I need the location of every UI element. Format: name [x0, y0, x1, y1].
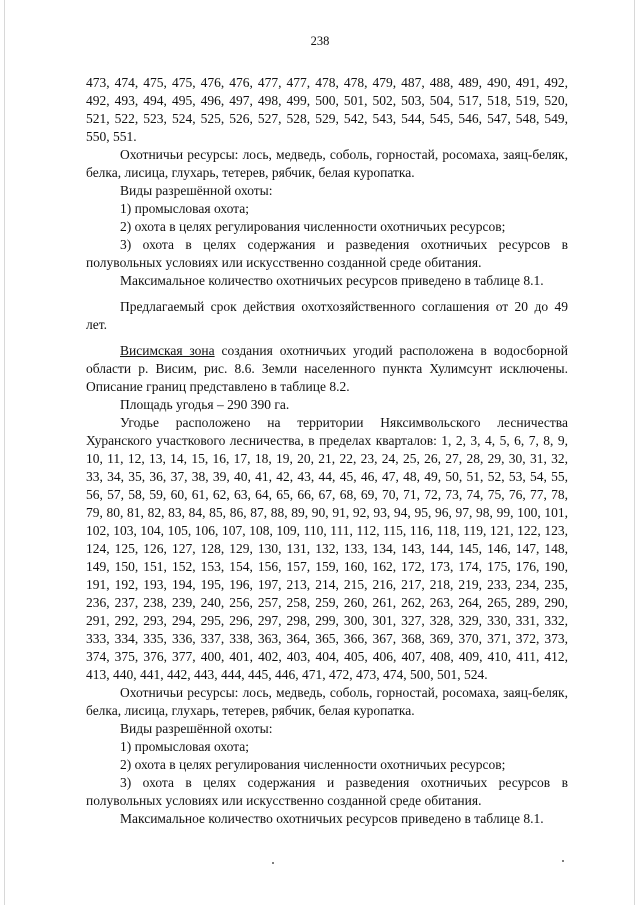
scan-edge-left: [4, 0, 5, 905]
zone-paragraph: [86, 342, 568, 396]
hunting-type-item: 3) охота в целях содержания и разведения охотничьих ресурсов в полувольных условиях или искусственно созданной среде обитания.: [86, 237, 568, 270]
quarters-location: Угодье расположено на территории Няксимвольского лесничества Хуранского участкового лесничества, в пределах кварталов: 1, 2, 3, 4, 5, 6, 7, 8, 9, 10, 11, 12, 13, 14, 15, 16, 17, 18, 19, 20, 21, 22, 23, 24, 25, 26, 27, 28, 29, 30, 31, 32, 33, 34, 35, 36, 37, 38, 39, 40, 41, 42, 43, 44, 45, 46, 47, 48, 49, 50, 51, 52, 53, 54, 55, 56, 57, 58, 59, 60, 61, 62, 63, 64, 65, 66, 67, 68, 69, 70, 71, 72, 73, 74, 75, 76, 77, 78, 79, 80, 81, 82, 83, 84, 85, 86, 87, 88, 89, 90, 91, 92, 93, 94, 95, 96, 97, 98, 99, 100, 101, 102, 103, 104, 105, 106, 107, 108, 109, 110, 111, 112, 115, 116, 118, 119, 121, 122, 123, 124, 125, 126, 127, 128, 129, 130, 131, 132, 133, 134, 143, 144, 145, 146, 147, 148, 149, 150, 151, 152, 153, 154, 156, 157, 159, 160, 162, 172, 173, 174, 175, 176, 190, 191, 192, 193, 194, 195, 196, 197, 213, 214, 215, 216, 217, 218, 219, 233, 234, 235, 236, 237, 238, 239, 240, 256, 257, 258, 259, 260, 261, 262, 263, 264, 265, 289, 290, 291, 292, 293, 294, 295, 296, 297, 298, 299, 300, 301, 327, 328, 329, 330, 331, 332, 333, 334, 335, 336, 337, 338, 363, 364, 365, 366, 367, 368, 369, 370, 371, 372, 373, 374, 375, 376, 377, 400, 401, 402, 403, 404, 405, 406, 407, 408, 409, 410, 411, 412, 413, 440, 441, 442, 443, 444, 445, 446, 471, 472, 473, 474, 500, 501, 524.: [86, 415, 568, 682]
scan-speck: [562, 860, 564, 862]
agreement-term: Предлагаемый срок действия охотхозяйственного соглашения от 20 до 49 лет.: [86, 299, 568, 332]
zone-name: Висимская зона: [120, 343, 215, 358]
area: Площадь угодья – 290 390 га.: [120, 397, 290, 412]
max-resources-note: Максимальное количество охотничьих ресурсов приведено в таблице 8.1.: [120, 273, 544, 288]
hunting-type-item: 1) промысловая охота;: [120, 201, 249, 216]
document-body: [86, 74, 568, 828]
hunting-resources: Охотничьи ресурсы: лось, медведь, соболь, горностай, росомаха, заяц-беляк, белка, лисица, глухарь, тетерев, рябчик, белая куропатка.: [86, 685, 568, 718]
quarters-list-continued: 473, 474, 475, 475, 476, 476, 477, 477, 478, 478, 479, 487, 488, 489, 490, 491, 492, 492, 493, 494, 495, 496, 497, 498, 499, 500, 501, 502, 503, 504, 517, 518, 519, 520, 521, 522, 523, 524, 525, 526, 527, 528, 529, 542, 543, 544, 545, 546, 547, 548, 549, 550, 551.: [86, 75, 568, 144]
hunting-type-item: 2) охота в целях регулирования численности охотничьих ресурсов;: [120, 757, 506, 772]
scan-edge-right: [634, 0, 635, 905]
scan-speck: [272, 862, 274, 864]
max-resources-note: Максимальное количество охотничьих ресурсов приведено в таблице 8.1.: [120, 811, 544, 826]
page-number: 238: [310, 34, 330, 48]
hunting-type-item: 2) охота в целях регулирования численности охотничьих ресурсов;: [120, 219, 506, 234]
hunting-resources: Охотничьи ресурсы: лось, медведь, соболь, горностай, росомаха, заяц-беляк, белка, лисица, глухарь, тетерев, рябчик, белая куропатка.: [86, 147, 568, 180]
zone-description: создания охотничьих угодий расположена в водосборной области р. Висим, рис. 8.6. Земли населенного пункта Хулимсунт исключены. Описание границ представлено в таблице 8.2.: [86, 343, 568, 394]
hunting-type-item: 1) промысловая охота;: [120, 739, 249, 754]
hunting-types-title: Виды разрешённой охоты:: [120, 721, 273, 736]
hunting-type-item: 3) охота в целях содержания и разведения охотничьих ресурсов в полувольных условиях или искусственно созданной среде обитания.: [86, 775, 568, 808]
hunting-types-title: Виды разрешённой охоты:: [120, 183, 273, 198]
